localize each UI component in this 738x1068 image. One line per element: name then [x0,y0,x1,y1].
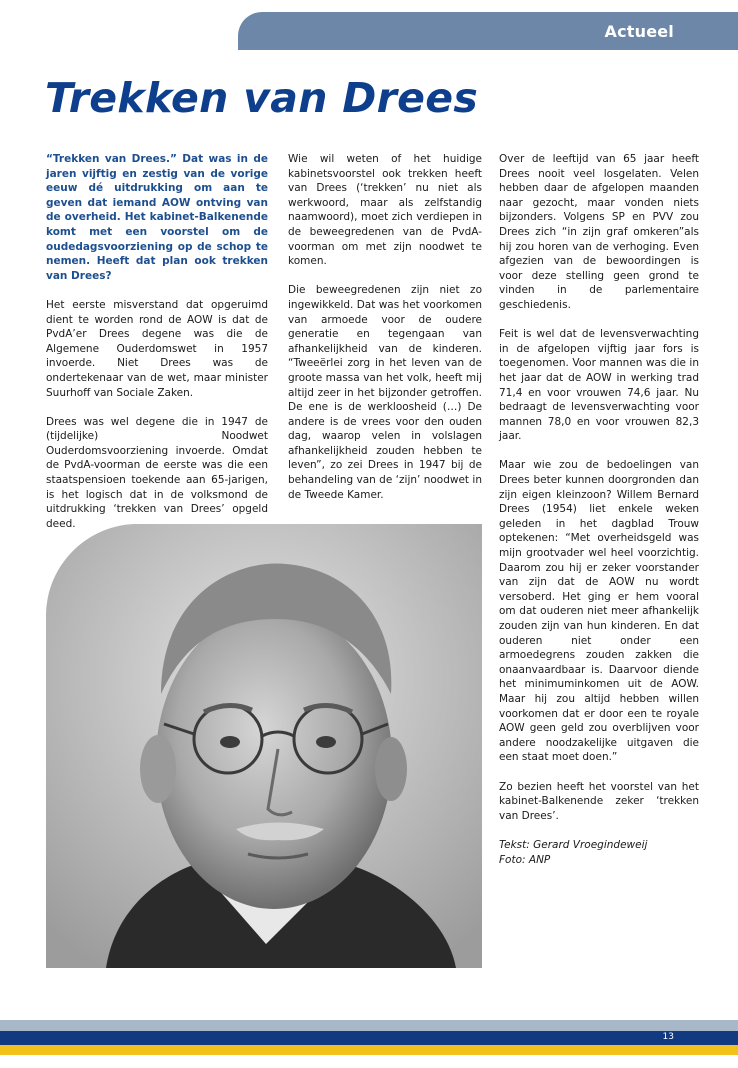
article-paragraph: Maar wie zou de bedoelingen van Drees beter kunnen doorgronden dan zijn eigen kleinzoon? Willem Bernard Drees (1954) liet enkele weken geleden in het dagblad Trouw optekenen: “Met overheidsgeld was mijn grootvader wel heel voorzichtig. Daarom zou hij er zeker voorstander van zijn dat de AOW nu wordt versoberd. Het ging er hem vooral om dat ouderen niet meer afhankelijk zouden zijn van hun kinderen. En dat ouderen niet onder een armoedegrens zouden zakken die onaanvaardbaar is. Daarvoor diende het minimuminkomen uit de AOW. Maar hij zou altijd hebben willen voorkomen dat er door een te royale AOW geen geld zou overblijven voor andere noodzakelijke uitgaven die een staat moet doen.” [499,459,699,764]
footer-band-grey [0,1020,738,1031]
article-paragraph: Wie wil weten of het huidige kabinetsvoorstel ook trekken heeft van Drees (‘trekken’ nu niet als werkwoord, maar als zelfstandig naamwoord), moet zich verdiepen in de beweegredenen van de PvdA-voorman om met zijn noodwet te komen. [288,153,482,268]
article-paragraph: Het eerste misverstand dat opgeruimd dient te worden rond de AOW is dat de PvdA’er Drees degene was die de Algemene Ouderdomswet in 1957 invoerde. Niet Drees was de ondertekenaar van de wet, maar minister Suurhoff van Sociale Zaken. [46,298,268,399]
article-column-1 [46,152,268,546]
footer-band-blue [0,1031,738,1045]
article-title: Trekken van Drees [45,74,479,122]
section-label: Actueel [604,22,674,41]
article-paragraph: Over de leeftijd van 65 jaar heeft Drees nooit veel losgelaten. Velen hebben daar de afgelopen maanden naar gezocht, maar vonden niets bijzonders. Volgens SP en PVV zou Drees zich “in zijn graf omkeren”als hij zou horen van de verhoging. Even afgezien van de bewoordingen is voor deze stelling geen grond te vinden in de parlementaire geschiedenis. [499,153,699,311]
page-number: 13 [662,1032,674,1042]
article-paragraph: Zo bezien heeft het voorstel van het kabinet-Balkenende zeker ‘trekken van Drees’. [499,780,699,822]
portrait-photo [46,524,482,968]
article-paragraph: Feit is wel dat de levensverwachting in de afgelopen vijftig jaar fors is toegenomen. Voor mannen was die in het jaar dat de AOW in werking trad 71,4 en voor vrouwen 74,6 jaar. Nu bedraagt de levensverwachting voor mannen 78,0 en voor vrouwen 82,3 jaar. [499,328,699,443]
portrait-illustration [46,524,482,968]
footer-band-yellow [0,1045,738,1055]
article-column-2 [288,152,482,517]
article-intro: “Trekken van Drees.” Dat was in de jaren vijftig en zestig van de vorige eeuw dé uitdrukking om aan te geven dat iemand AOW ontving van de overheid. Het kabinet-Balkenende komt met een voorstel om de oudedagsvoorziening op de schop te nemen. Heeft dat plan ook trekken van Drees? [46,153,268,282]
article-column-3 [499,152,699,882]
article-credits [499,838,699,867]
text-credit: Tekst: Gerard Vroegindeweij [499,838,648,851]
article-paragraph: Die beweegredenen zijn niet zo ingewikkeld. Dat was het voorkomen van armoede voor de oudere generatie en tegengaan van afhankelijkheid van de kinderen. “Tweeërlei zorg in het leven van de groote massa van het volk, heeft mij altijd zeer in het bijzonder getroffen. De ene is de werkloosheid (…) De andere is de vrees voor den ouden dag, waarop velen in volslagen afhankelijkheid zouden hebben te leven”, zo zei Drees in 1947 bij de behandeling van de ‘zijn’ noodwet in de Tweede Kamer. [288,284,482,501]
article-paragraph: Drees was wel degene die in 1947 de (tijdelijke) Noodwet Ouderdomsvoorziening invoerde. Omdat de PvdA-voorman de eerste was die een staatspensioen toekende aan 65-jarigen, is het logisch dat in de volksmond de uitdrukking ‘trekken van Drees’ opgeld deed. [46,415,268,530]
photo-credit: Foto: ANP [499,853,551,866]
